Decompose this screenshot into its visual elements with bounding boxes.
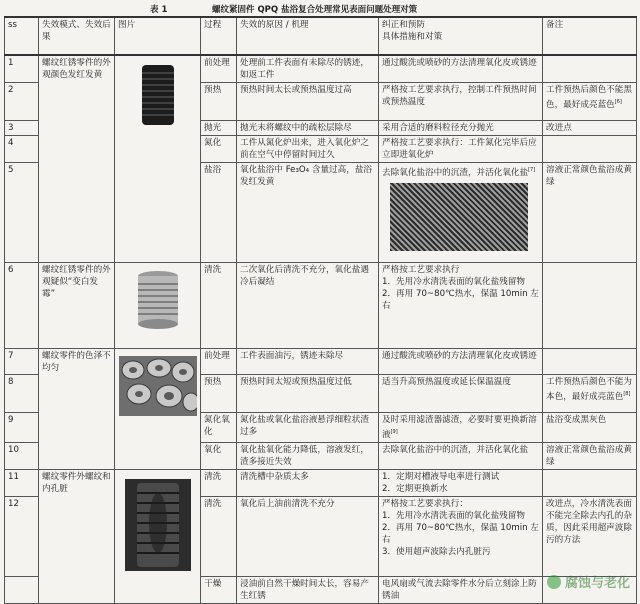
cause-cell: 氮化盐或氧化盐浴液悬浮细粒状渣过多 [237, 413, 379, 443]
image-cell [115, 55, 201, 263]
measure-cell: 去除氧化盐浴中的沉渣，并活化氧化盐 [379, 443, 543, 470]
cause-cell: 氧化盐浴中 Fe₃O₄ 含量过高，盐浴发红发黄 [237, 163, 379, 263]
table-row [5, 263, 637, 349]
image-cell [115, 263, 201, 349]
remark-cell: 工件预热后颜色不能为本色，最好成亮蓝色[8] [543, 375, 637, 413]
black-bolt-photo [138, 63, 178, 127]
measure-cell: 严格按工艺要求执行，控制工件预热时间或预热温度 [379, 83, 543, 121]
remark-cell: 溶液正常颜色盐浴成黄绿 [543, 443, 637, 470]
cause-cell: 氧化后上油前清洗不充分 [237, 497, 379, 577]
table-title: 螺纹紧固件 QPQ 盐浴复合处理常见表面问题处理对策 [212, 5, 418, 15]
row-number: 4 [5, 136, 39, 163]
measure-text: 及时采用滤渣器滤渣，必要时要更换新溶液 [382, 415, 537, 440]
remark-cell: 工件预热后颜色不能黑色，最好成亮蓝色[6] [543, 83, 637, 121]
process-cell: 前处理 [201, 349, 237, 375]
measure-cell: 通过酸洗或喷砂的方法清理氧化皮或锈迹 [379, 349, 543, 375]
header-ss: ss [5, 17, 39, 55]
header-process: 过程 [201, 17, 237, 55]
watermark-text: 腐蚀与老化 [564, 576, 630, 591]
row-number: 2 [5, 83, 39, 121]
micrograph-photo [390, 183, 528, 251]
remark-cell: 改进点，冷水清洗表面不能完全除去内孔的杂质，因此采用超声波除污的方法 [543, 497, 637, 577]
measure-text: 去除氧化盐浴中的沉渣，并活化氧化盐 [382, 167, 529, 178]
countermeasure-table [4, 16, 637, 604]
cause-cell: 浸油前自然干燥时间太长，容易产生红锈 [237, 577, 379, 604]
header-cause: 失效的原因 / 机理 [237, 17, 379, 55]
table-row [5, 470, 637, 497]
remark-cell: 盐浴变成黑灰色 [543, 413, 637, 443]
cause-cell: 清洗槽中杂质太多 [237, 470, 379, 497]
cause-cell: 工件从氮化炉出来，进入氧化炉之前在空气中停留时间过久 [237, 136, 379, 163]
cause-cell: 预热时间太长或预热温度过高 [237, 83, 379, 121]
image-cell [115, 349, 201, 470]
remark-cell: 改进点 [543, 121, 637, 136]
cause-cell: 预热时间太短或预热温度过低 [237, 375, 379, 413]
process-cell: 预热 [201, 83, 237, 121]
cause-cell: 二次氧化后清洗不充分，氧化盐遇冷后凝结 [237, 263, 379, 349]
header-failure-mode: 失效模式、失效后果 [39, 17, 115, 55]
cause-cell: 处理前工件表面有未除尽的锈迹，如返工件 [237, 55, 379, 83]
row-number: 7 [5, 349, 39, 375]
image-cell [115, 470, 201, 604]
measure-cell: 电风扇或气流去除零件水分后立刻涂上防锈油 [379, 577, 543, 604]
process-cell: 预热 [201, 375, 237, 413]
cause-cell: 抛光未将螺纹中的疏松层除尽 [237, 121, 379, 136]
silver-bolt-photo [135, 270, 181, 330]
cause-cell: 氧化盐氧化能力降低，溶液发红，渣多接近失效 [237, 443, 379, 470]
remark-cell [543, 349, 637, 375]
header-image: 图片 [115, 17, 201, 55]
row-number: 9 [5, 413, 39, 443]
row-number: 10 [5, 443, 39, 470]
table-row [5, 349, 637, 375]
process-cell: 抛光 [201, 121, 237, 136]
table-number: 表 1 [150, 5, 168, 15]
process-cell: 盐浴 [201, 163, 237, 263]
measure-cell: 采用合适的磨料粒径充分抛光 [379, 121, 543, 136]
wechat-icon [547, 575, 561, 589]
measure-cell: 严格按工艺要求执行：工件氮化完毕后应立即进氧化炉 [379, 136, 543, 163]
header-row [5, 17, 637, 55]
failure-mode-cell: 螺纹零件外螺纹和内孔脏 [39, 470, 115, 604]
measure-cell: 严格按工艺要求执行： 1．先用冷水清洗表面的氧化盐残留物 2．再用 70~80℃热水，保温 10min 左右 3．使用超声波除去内孔脏污 [379, 497, 543, 577]
measure-cell: 去除氧化盐浴中的沉渣，并活化氧化盐[7] [379, 163, 543, 263]
process-cell: 清洗 [201, 470, 237, 497]
table-caption [0, 2, 640, 16]
remark-cell [543, 263, 637, 349]
cause-cell: 工件表面油污，锈迹未除尽 [237, 349, 379, 375]
row-number: 5 [5, 163, 39, 263]
process-cell: 清洗 [201, 263, 237, 349]
row-number: 3 [5, 121, 39, 136]
header-remark: 备注 [543, 17, 637, 55]
row-number [5, 577, 39, 604]
measure-cell: 通过酸洗或喷砂的方法清理氧化皮或锈迹 [379, 55, 543, 83]
failure-mode-cell: 螺纹红锈零件的外观颜色发红发黄 [39, 55, 115, 263]
header-measure: 纠正和预防 具体措施和对策 [379, 17, 543, 55]
row-number: 1 [5, 55, 39, 83]
process-cell: 氮化氧化 [201, 413, 237, 443]
remark-text: 工件预热后颜色不能为本色，最好成亮蓝色 [546, 377, 632, 402]
measure-cell: 及时采用滤渣器滤渣，必要时要更换新溶液[9] [379, 413, 543, 443]
remark-cell [543, 55, 637, 83]
process-cell: 氧化 [201, 443, 237, 470]
process-cell: 干燥 [201, 577, 237, 604]
process-cell: 清洗 [201, 497, 237, 577]
table-row [5, 55, 637, 83]
row-number: 11 [5, 470, 39, 497]
row-number: 12 [5, 497, 39, 577]
measure-cell: 严格按工艺要求执行 1．先用冷水清洗表面的氧化盐残留物 2．再用 70~80℃热水，保温 10min 左右 [379, 263, 543, 349]
remark-cell [543, 470, 637, 497]
process-cell: 前处理 [201, 55, 237, 83]
row-number: 8 [5, 375, 39, 413]
row-number: 6 [5, 263, 39, 349]
remark-cell [543, 136, 637, 163]
failure-mode-cell: 螺纹红锈零件的外观疑似“变白发霉” [39, 263, 115, 349]
process-cell: 氮化 [201, 136, 237, 163]
measure-cell: 1．定期对槽液导电率进行测试 2．定期更换新水 [379, 470, 543, 497]
mixed-parts-photo [119, 356, 197, 416]
remark-text: 工件预热后颜色不能黑色，最好成亮蓝色 [546, 85, 632, 110]
remark-cell: 溶液正常颜色盐浴成黄绿 [543, 163, 637, 263]
measure-cell: 适当升高预热温度或延长保温温度 [379, 375, 543, 413]
dirty-bolt-photo [123, 477, 193, 573]
failure-mode-cell: 螺纹零件的色泽不均匀 [39, 349, 115, 470]
watermark [547, 572, 630, 591]
